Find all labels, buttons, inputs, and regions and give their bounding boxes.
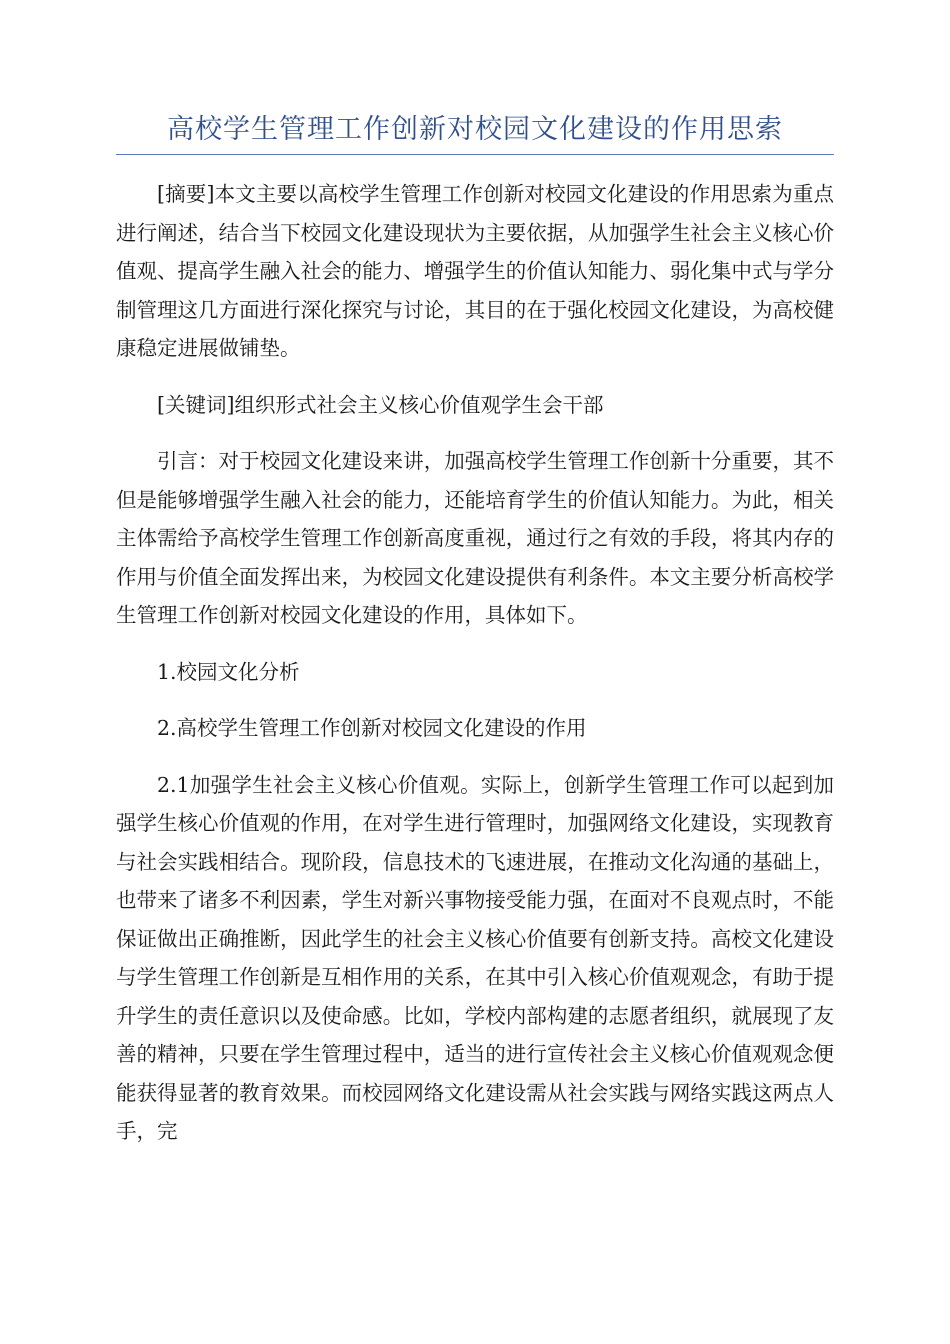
abstract-paragraph: [摘要]本文主要以高校学生管理工作创新对校园文化建设的作用思索为重点进行阐述，结合当下校园文化建设现状为主要依据，从加强学生社会主义核心价值观、提高学生融入社会的能力、增强学生的价值认知能力、弱化集中式与学分制管理这几方面进行深化探究与讨论，其目的在于强化校园文化建设，为高校健康稳定进展做铺垫。 (116, 182, 834, 360)
document-title: 高校学生管理工作创新对校园文化建设的作用思索 (167, 114, 783, 145)
intro-paragraph: 引言：对于校园文化建设来讲，加强高校学生管理工作创新十分重要，其不但是能够增强学生融入社会的能力，还能培育学生的价值认知能力。为此，相关主体需给予高校学生管理工作创新高度重视，通过行之有效的手段，将其内存的作用与价值全面发挥出来，为校园文化建设提供有利条件。本文主要分析高校学生管理工作创新对校园文化建设的作用，具体如下。 (116, 449, 834, 627)
section-2-1-paragraph: 2.1加强学生社会主义核心价值观。实际上，创新学生管理工作可以起到加强学生核心价值观的作用，在对学生进行管理时，加强网络文化建设，实现教育与社会实践相结合。现阶段，信息技术的飞速进展，在推动文化沟通的基础上，也带来了诸多不利因素，学生对新兴事物接受能力强，在面对不良观点时，不能保证做出正确推断，因此学生的社会主义核心价值要有创新支持。高校文化建设与学生管理工作创新是互相作用的关系，在其中引入核心价值观观念，有助于提升学生的责任意识以及使命感。比如，学校内部构建的志愿者组织，就展现了友善的精神，只要在学生管理过程中，适当的进行宣传社会主义核心价值观观念便能获得显著的教育效果。而校园网络文化建设需从社会实践与网络实践这两点人手，完 (116, 772, 834, 1143)
keywords-line: [关键词]组织形式社会主义核心价值观学生会干部 (157, 392, 604, 417)
section-heading-1: 1.校园文化分析 (157, 659, 300, 684)
section-heading-2: 2.高校学生管理工作创新对校园文化建设的作用 (157, 716, 587, 740)
title-underline (116, 154, 834, 155)
document-page (116, 108, 834, 1169)
